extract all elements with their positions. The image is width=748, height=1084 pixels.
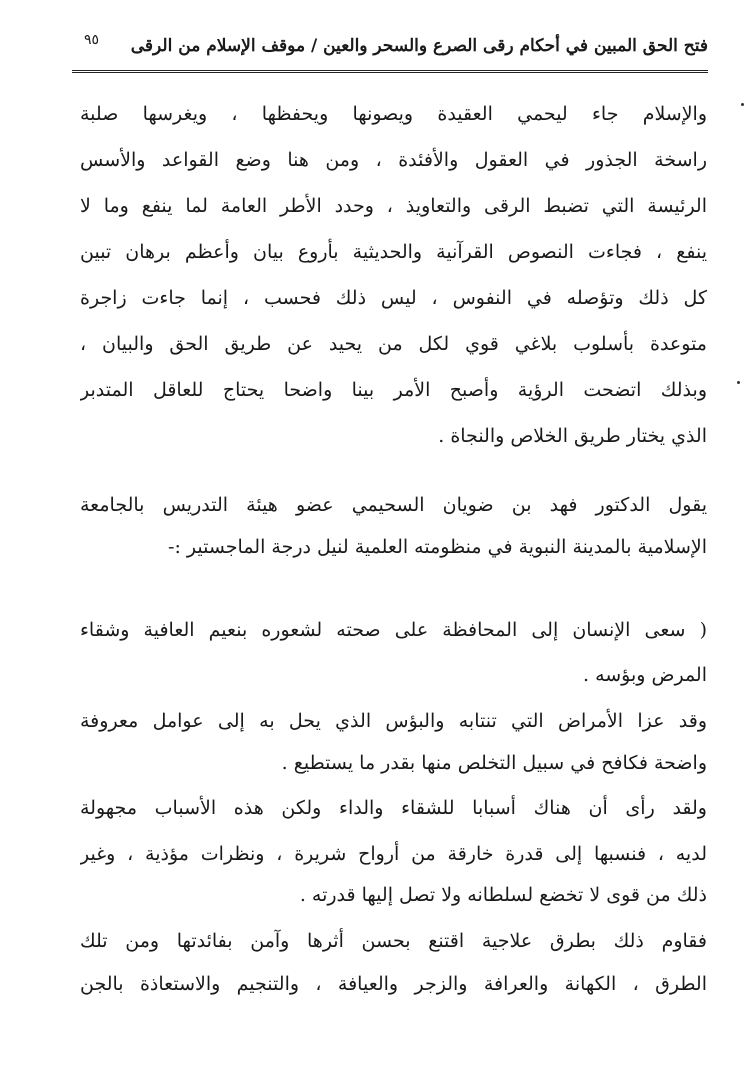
- body-line: الذي يختار طريق الخلاص والنجاة .: [438, 425, 707, 447]
- body-line: لديه ، فنسبها إلى قدرة خارقة من أرواح شريرة ، ونظرات مؤذية ، وغير: [80, 843, 707, 865]
- body-line: الطرق ، الكهانة والعرافة والزجر والعيافة ، والتنجيم والاستعاذة بالجن: [80, 973, 707, 995]
- body-line: ( سعى الإنسان إلى المحافظة على صحته لشعوره بنعيم العافية وشقاء: [80, 619, 707, 641]
- body-line: ذلك من قوى لا تخضع لسلطانه ولا تصل إليها قدرته .: [299, 884, 707, 906]
- body-line: واضحة فكافح في سبيل التخلص منها بقدر ما يستطيع .: [281, 752, 707, 774]
- margin-dot: [737, 381, 740, 384]
- body-line: راسخة الجذور في العقول والأفئدة ، ومن هنا وضع القواعد والأسس: [80, 149, 707, 171]
- body-line: والإسلام جاء ليحمي العقيدة ويصونها ويحفظها ، ويغرسها صلبة: [80, 103, 707, 125]
- body-line: يقول الدكتور فهد بن ضويان السحيمي عضو هيئة التدريس بالجامعة: [80, 494, 707, 516]
- body-line: وقد عزا الأمراض التي تنتابه والبؤس الذي يحل به إلى عوامل معروفة: [80, 710, 707, 732]
- body-line: ينفع ، فجاءت النصوص القرآنية والحديثية بأروع بيان وأعظم برهان تبين: [80, 241, 707, 263]
- body-line: كل ذلك وتؤصله في النفوس ، ليس ذلك فحسب ، إنما جاءت زاجرة: [80, 287, 707, 309]
- header-title: فتح الحق المبين في أحكام رقى الصرع والسحر والعين / موقف الإسلام من الرقى: [130, 36, 708, 56]
- body-line: متوعدة بأسلوب بلاغي قوي لكل من يحيد عن طريق الحق والبيان ،: [80, 333, 707, 355]
- body-line: الإسلامية بالمدينة النبوية في منظومته العلمية لنيل درجة الماجستير :-: [168, 536, 707, 558]
- body-line: وبذلك اتضحت الرؤية وأصبح الأمر بينا واضحا يحتاج للعاقل المتدبر: [80, 379, 707, 401]
- body-line: ولقد رأى أن هناك أسبابا للشقاء والداء ولكن هذه الأسباب مجهولة: [80, 797, 707, 819]
- header-rule: [72, 70, 708, 73]
- margin-dot: [741, 103, 744, 106]
- running-header: [72, 30, 708, 68]
- body-line: الرئيسة التي تضبط الرقى والتعاويذ ، وحدد الأطر العامة لما ينفع وما لا: [80, 195, 707, 217]
- body-line: المرض وبؤسه .: [582, 664, 707, 686]
- page-number: ٩٥: [84, 32, 100, 48]
- body-line: فقاوم ذلك بطرق علاجية اقتنع بحسن أثرها وآمن بفائدتها ومن تلك: [80, 930, 707, 952]
